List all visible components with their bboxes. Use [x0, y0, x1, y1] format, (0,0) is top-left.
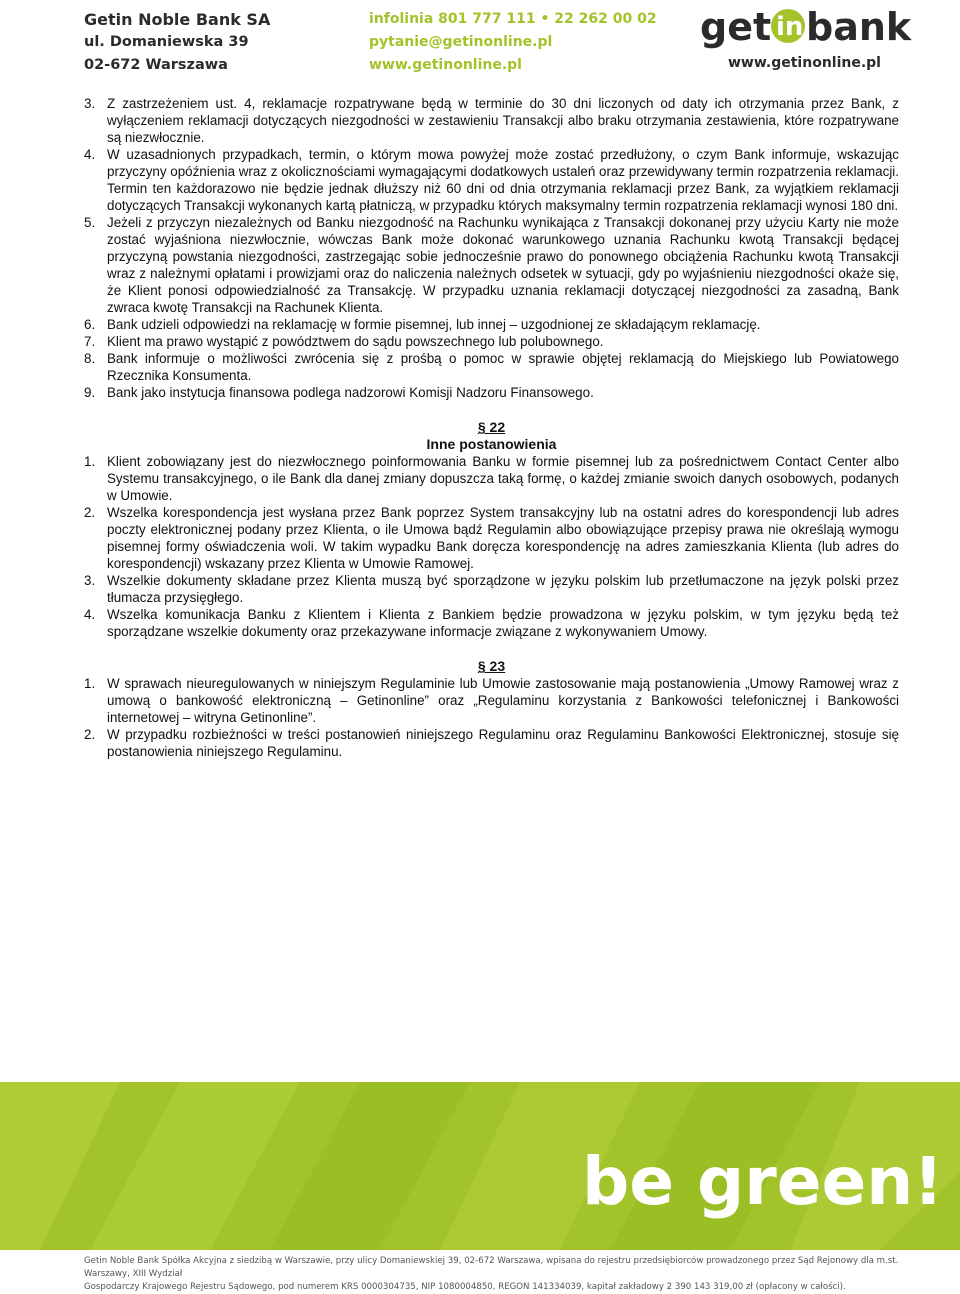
contact-block: [369, 8, 657, 77]
getinbank-logo: [700, 2, 912, 50]
svg-text:in: in: [776, 12, 804, 42]
bank-address-block: [84, 8, 270, 77]
list-item: 9. Bank jako instytucja finansowa podlega nadzorowi Komisji Nadzoru Finansowego.: [84, 385, 594, 400]
email-link[interactable]: pytanie@getinonline.pl: [369, 34, 553, 50]
section-number: § 23: [477, 658, 506, 674]
document-body: [84, 95, 899, 760]
banner-slogan: be green!: [582, 1143, 944, 1220]
be-green-banner: [0, 1082, 960, 1250]
legal-footer: [84, 1255, 904, 1294]
section-22-heading: [84, 419, 899, 453]
list-item: 2. Wszelka korespondencja jest wysłana przez Bank poprzez System transakcyjny lub na ostatni adres do korespondencji lub adres poczty elektronicznej podany przez Klienta, o ile Umowa bądź Regulamin albo obowiązujące przepisy prawa nie określają wymogu pisemnej formy oświadczenia woli. W takim wypadku Bank doręcza korespondencję na adres zamieszkania Klienta (lub adres do korespondencji) wskazany przez Klienta w Umowie Ramowej.: [84, 505, 899, 571]
footer-line: Getin Noble Bank Spółka Akcyjna z siedzibą w Warszawie, przy ulicy Domaniewskiej 39, 02-672 Warszawa, wpisana do rejestru przedsiębiorców prowadzonego przez Sąd Rejonowy dla m.st. Warszawy, XIII Wydział: [84, 1256, 899, 1279]
bank-name: Getin Noble Bank SA: [84, 10, 271, 29]
website-link[interactable]: www.getinonline.pl: [369, 57, 522, 73]
section-title: Inne postanowienia: [426, 436, 557, 452]
list-item: 1. W sprawach nieuregulowanych w niniejszym Regulaminie lub Umowie zastosowanie mają postanowienia „Umowy Ramowej wraz z umową o bankowość elektroniczną – Getinonline” oraz „Regulaminu korzystania z Bankowości telefonicznej i Bankowości internetowej – witryna Getinonline”.: [84, 676, 899, 725]
list-item: 4. W uzasadnionych przypadkach, termin, o którym mowa powyżej może zostać przedłużony, o czym Bank informuje, wskazując przyczyny opóźnienia wraz z okolicznościami wymagającymi dodatkowych ustaleń oraz przewidywany termin rozpatrzenia reklamacji. Termin ten każdorazowo nie będzie jednak dłuższy niż 60 dni od dnia otrzymania reklamacji przez Bank, za wyjątkiem reklamacji dotyczących Transakcji wykonanych kartą płatniczą, w przypadku których maksymalny termin rozpatrzenia reklamacji wynosi 180 dni.: [84, 147, 899, 213]
list-item: 3. Z zastrzeżeniem ust. 4, reklamacje rozpatrywane będą w terminie do 30 dni liczonych od daty ich otrzymania przez Bank, z wyłączeniem reklamacji dotyczących niezgodności w zestawieniu Transakcji albo braku otrzymania zestawienia, które rozpatrywane są niezwłocznie.: [84, 96, 899, 145]
list-item: 5. Jeżeli z przyczyn niezależnych od Banku niezgodność na Rachunku wynikająca z Transakcji dokonanej przy użyciu Karty nie może zostać wyjaśniona niezwłocznie, wówczas Bank może dokonać warunkowego uznania Rachunku kwotą Transakcji będącej przyczyną powstania niezgodności, zastrzegając sobie jednocześnie prawo do ponownego obciążenia Rachunku kwotą Transakcji wraz z należnymi opłatami i prowizjami oraz do naliczenia należnych odsetek w sytuacji, gdy po wyjaśnieniu niezgodności okaże się, że Klient ponosi odpowiedzialność za Transakcję. W przypadku uznania reklamacji dotyczącej niezgodności za zasadną, Bank zwraca kwotę Transakcji na Rachunek Klienta.: [84, 215, 899, 315]
list-item: 4. Wszelka komunikacja Banku z Klientem i Klienta z Bankiem będzie prowadzona w języku polskim, w tym języku będą też sporządzane wszelkie dokumenty oraz przekazywane informacje związane z wykonywaniem Umowy.: [84, 607, 899, 639]
svg-text:get: get: [700, 5, 772, 49]
logo-website-link[interactable]: www.getinonline.pl: [728, 55, 881, 71]
footer-line: Gospodarczy Krajowego Rejestru Sądowego, pod numerem KRS 0000304735, NIP 1080004850, REGON 141334039, kapitał zakładowy 2 390 143 319,00 zł (opłacony w całości).: [84, 1282, 846, 1292]
section-23-heading: [84, 658, 899, 675]
hotline-text: infolinia 801 777 111 • 22 262 00 02: [369, 11, 657, 27]
svg-text:bank: bank: [806, 5, 912, 49]
list-item: 1. Klient zobowiązany jest do niezwłocznego poinformowania Banku w formie pisemnej lub za pośrednictwem Contact Center albo Systemu transakcyjnego, o ile Bank dla danej zmiany dopuszcza taką formę, o każdej zmianie swoich danych osobowych, podanych w Umowie.: [84, 454, 899, 503]
bank-street: ul. Domaniewska 39: [84, 34, 249, 50]
section-number: § 22: [477, 419, 506, 435]
list-item: 7. Klient ma prawo wystąpić z powództwem do sądu powszechnego lub polubownego.: [84, 334, 604, 349]
bank-city: 02-672 Warszawa: [84, 57, 228, 73]
list-item: 2. W przypadku rozbieżności w treści postanowień niniejszego Regulaminu oraz Regulaminu Bankowości Elektronicznej, stosuje się postanowienia niniejszego Regulaminu.: [84, 727, 899, 759]
list-item: 3. Wszelkie dokumenty składane przez Klienta muszą być sporządzone w języku polskim lub przetłumaczone na język polski przez tłumacza przysięgłego.: [84, 573, 899, 605]
list-item: 8. Bank informuje o możliwości zwrócenia się z prośbą o pomoc w sprawie objętej reklamacją do Miejskiego lub Powiatowego Rzecznika Konsumenta.: [84, 351, 899, 383]
list-item: 6. Bank udzieli odpowiedzi na reklamację w formie pisemnej, lub innej – uzgodnionej ze składającym reklamację.: [84, 317, 761, 332]
